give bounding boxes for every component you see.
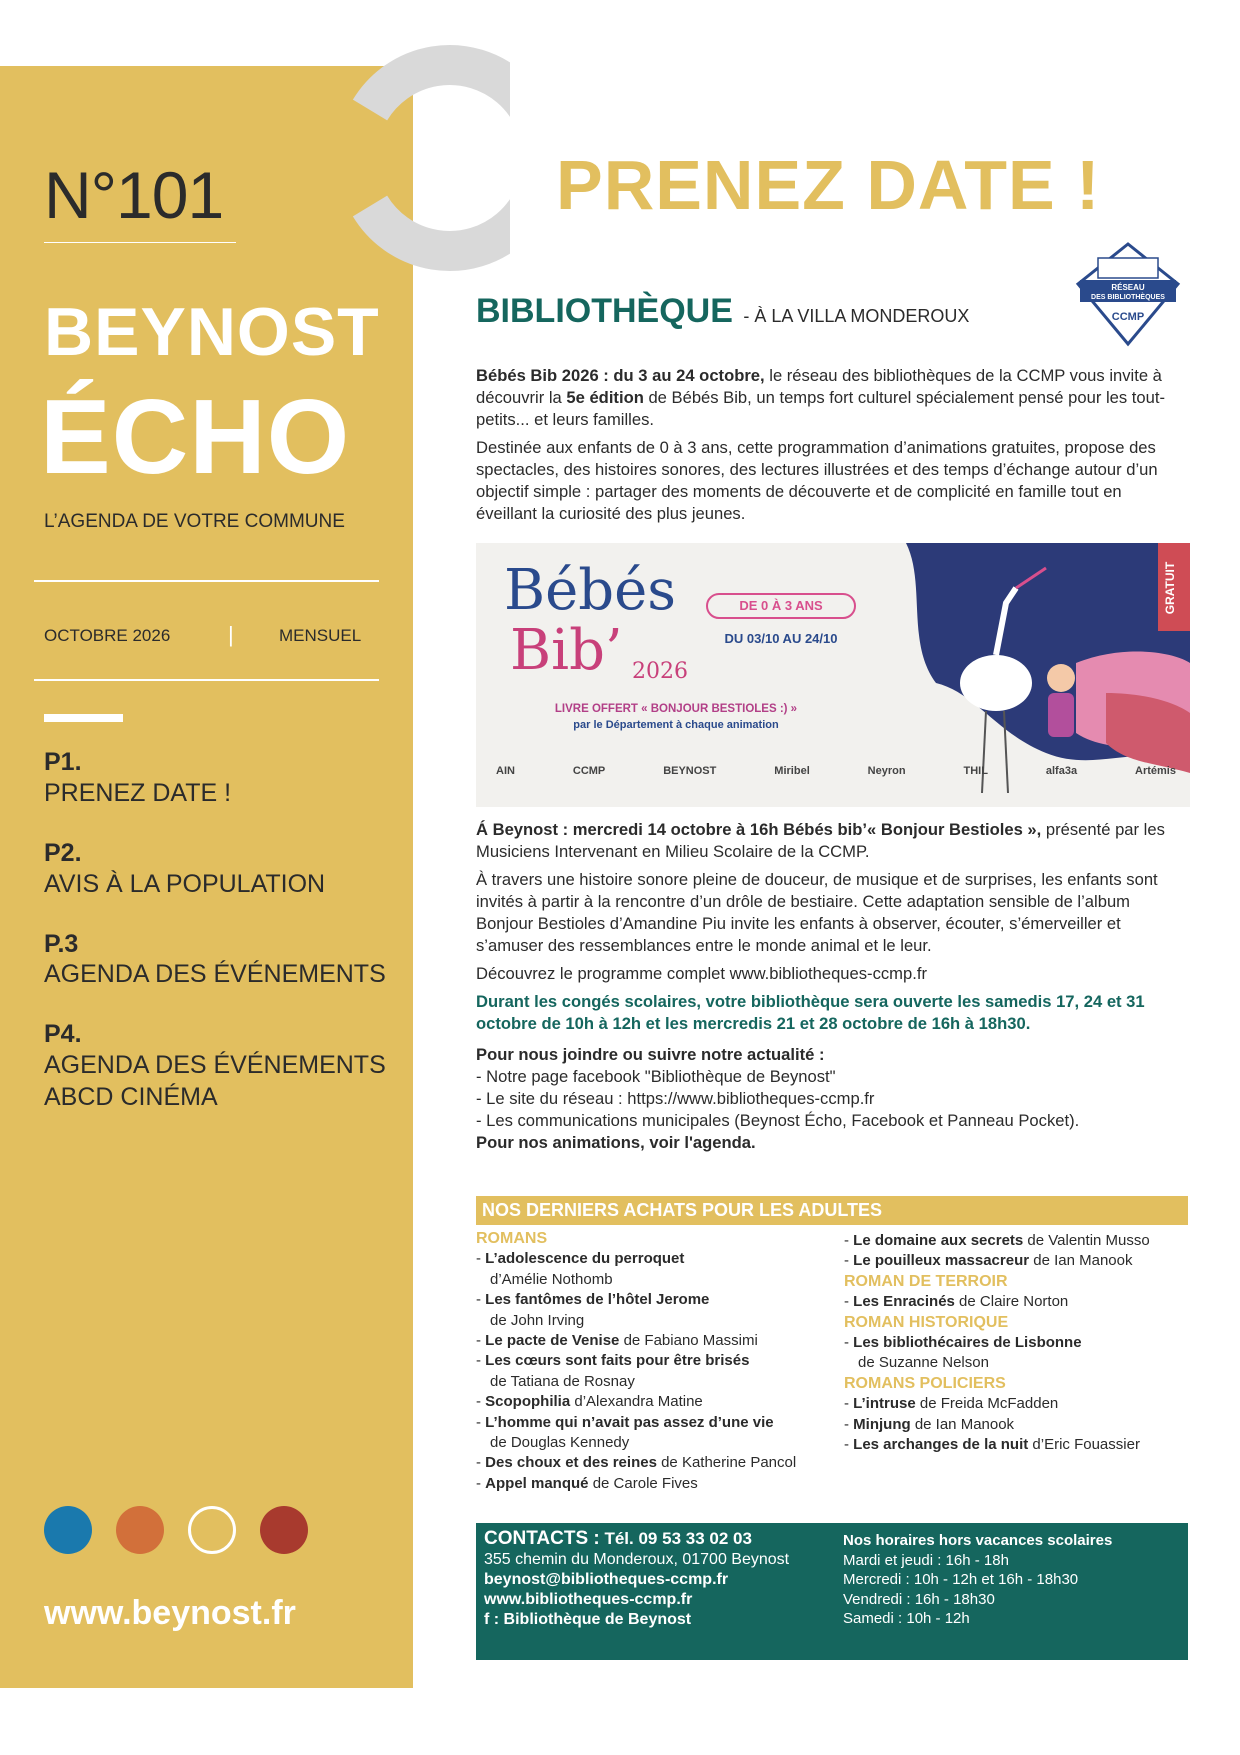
join-list [476,1066,1186,1132]
toc-label: AGENDA DES ÉVÉNEMENTS [44,1051,386,1079]
event-description: À travers une histoire sonore pleine de douceur, de musique et de surprises, les enfants sont invités à partir à la rencontre d’un drôle de bestiaire. Cette adaptation sensible de l’album Bonjour Bestioles d’Amandine Piu invite les enfants à observer, écouter, s’émerveiller et s’amuser des ressemblances entre le monde animal et le leur. [476,870,1158,955]
book-offer-note: par le Département à chaque animation [573,719,779,731]
book-item [844,1415,1188,1435]
library-network-logo [1072,240,1184,350]
intro-text [476,365,1186,531]
free-label: GRATUIT [1163,561,1177,615]
book-author: de Douglas Kennedy [490,1434,630,1452]
list-dash: - [844,1293,854,1311]
toc-label: AGENDA DES ÉVÉNEMENTS [44,960,386,989]
contacts-left [484,1529,789,1630]
list-dash: - [476,1454,486,1472]
category-heading: ROMANS [476,1230,548,1247]
list-dash: - [844,1415,854,1433]
list-dash: - [844,1232,854,1249]
book-title: Le domaine aux secrets [853,1232,1024,1249]
toc-page-number: P1. [44,748,82,776]
book-author: de Ian Manook [910,1415,1015,1433]
book-title: Les archanges de la nuit [853,1436,1029,1454]
book-item [844,1435,1188,1455]
brand-line2: ÉCHO [40,378,351,496]
issue-number: N°101 [44,158,224,232]
page-title: PRENEZ DATE ! [556,146,1101,224]
book-item [476,1453,831,1473]
color-dot [44,1506,92,1554]
hours-line: Samedi : 10h - 12h [843,1610,970,1627]
toc-item[interactable] [44,839,404,900]
book-offer: LIVRE OFFERT « BONJOUR BESTIOLES :) » [554,703,798,715]
opening-hours [843,1531,1112,1629]
banner-title2: Bib’ [510,618,623,683]
book-item [476,1413,831,1433]
book-item [476,1249,831,1269]
hours-title: Nos horaires hors vacances scolaires [843,1532,1113,1549]
book-title: Minjung [853,1415,911,1433]
purchases-right-column [844,1231,1188,1455]
address: 355 chemin du Monderoux, 01700 Beynost [484,1551,790,1568]
event-text-part: présenté par les Musiciens Intervenant en Milieu Scolaire de la CCMP. [476,820,1165,861]
book-title: Les bibliothécaires de Lisbonne [853,1334,1082,1352]
color-dot [116,1506,164,1554]
hours-line: Mercredi : 10h - 12h et 16h - 18h30 [843,1571,1079,1588]
intro-bold: Bébés Bib 2026 : du 3 au 24 octobre, [476,366,765,385]
list-dash: - [476,1393,486,1411]
category-heading: ROMANS POLICIERS [844,1374,1006,1392]
book-author: de Claire Norton [954,1293,1069,1311]
book-title: Des choux et des reines [485,1454,657,1472]
book-author: de Carole Fives [588,1474,698,1492]
book-item [476,1474,831,1494]
hours-line: Mardi et jeudi : 16h - 18h [843,1551,1009,1569]
purchases-header: NOS DERNIERS ACHATS POUR LES ADULTES [476,1196,1188,1225]
decorative-arc [310,20,510,320]
list-dash: - [476,1352,486,1370]
partner-logo: Artémis [1135,765,1176,777]
event-bold: Á Beynost : mercredi 14 octobre à 16h Bébés bib’« Bonjour Bestioles », [476,820,1042,839]
website-link[interactable]: www.bibliotheques-ccmp.fr [484,1591,693,1608]
banner-title1: Bébés [504,558,677,623]
email-link[interactable]: beynost@bibliotheques-ccmp.fr [484,1571,729,1588]
book-title: Appel manqué [485,1474,589,1492]
join-line: - Notre page facebook "Bibliothèque de Beynost" [476,1067,836,1086]
join-title: Pour nous joindre ou suivre notre actualité : [476,1045,825,1064]
partner-logo: alfa3a [1045,765,1078,777]
join-line: - Le site du réseau : https://www.bibliotheques-ccmp.fr [476,1089,875,1108]
badge-line1: RÉSEAU [1111,283,1145,292]
program-link[interactable]: Découvrez le programme complet www.bibliotheques-ccmp.fr [476,964,927,983]
contacts-box [476,1523,1188,1660]
book-item [844,1394,1188,1414]
purchases-left-column [476,1229,831,1494]
divider [34,679,379,681]
toc-item[interactable] [44,748,404,809]
partner-logo: Neyron [867,765,906,777]
toc-label: AVIS À LA POPULATION [44,869,326,898]
section-header [476,292,969,331]
contacts-label: CONTACTS : [484,1528,600,1549]
badge-logo: CCMP [1111,311,1145,323]
toc-item[interactable] [44,1020,404,1113]
divider [34,580,379,582]
issue-frequency: MENSUEL [279,626,362,645]
book-item [476,1331,831,1351]
dates-label: DU 03/10 AU 24/10 [724,631,838,646]
color-dot [188,1506,236,1554]
book-author: de Suzanne Nelson [858,1354,989,1372]
color-dot [260,1506,308,1554]
book-title: L’adolescence du perroquet [485,1250,685,1268]
toc-label: ABCD CINÉMA [44,1083,218,1111]
book-item [844,1333,1188,1353]
book-item [476,1351,831,1371]
toc-item[interactable] [44,930,404,991]
event-text [476,819,1186,1154]
edition-label: 5e édition [566,388,644,407]
banner-year: 2026 [632,659,688,684]
list-dash: - [844,1395,854,1413]
partner-logo: CCMP [572,765,606,777]
book-title: Les cœurs sont faits pour être brisés [485,1352,750,1370]
book-title: Le pouilleux massacreur [853,1252,1030,1270]
divider [44,242,236,243]
list-dash: - [844,1436,854,1454]
book-author: de John Irving [490,1311,585,1329]
book-icon [1098,258,1158,278]
book-title: L’homme qui n’avait pas assez d’une vie [485,1413,774,1431]
intro-paragraph: Destinée aux enfants de 0 à 3 ans, cette programmation d’animations gratuites, propose des spectacles, des histoires sonores, des lectures illustrées et des temps d’échange autour d’un objectif simple : partager des moments de découverte et de complicité en famille tout en éveillant la curiosité des plus jeunes. [476,438,1158,523]
category-heading: ROMAN HISTORIQUE [844,1313,1009,1331]
book-author: de Fabiano Massimi [619,1332,758,1350]
issue-month: OCTOBRE 2026 [44,626,171,645]
join-end: Pour nos animations, voir l'agenda. [476,1133,756,1152]
badge-line2: DES BIBLIOTHÈQUES [1091,294,1165,301]
accent-dash [44,714,123,722]
book-item [476,1290,831,1310]
partner-logo: THIL [963,765,988,777]
partner-logos [496,765,1176,777]
book-author: de Valentin Musso [1023,1232,1150,1249]
list-dash: - [476,1291,486,1309]
phone-number: Tél. 09 53 33 02 03 [599,1529,752,1548]
list-dash: - [476,1250,486,1268]
partner-logo: BEYNOST [663,765,717,777]
book-author: d’Amélie Nothomb [490,1270,613,1288]
book-title: L’intruse [853,1395,916,1413]
tagline: L’AGENDA DE VOTRE COMMUNE [44,511,345,532]
book-author: d’Eric Fouassier [1028,1436,1140,1454]
list-dash: - [844,1252,854,1270]
intro-text-part: de Bébés Bib, un temps fort culturel spécialement pensé pour les tout-petits... et leurs familles. [476,388,1165,429]
book-item [844,1231,1188,1251]
brand-line1: BEYNOST [44,294,380,370]
book-author: de Katherine Pancol [656,1454,797,1472]
toc-page-number: P2. [44,838,82,867]
list-dash: - [476,1332,486,1350]
book-title: Le pacte de Venise [485,1332,620,1350]
book-item [476,1392,831,1412]
book-item [844,1292,1188,1312]
list-dash: - [476,1474,486,1492]
holiday-hours: Durant les congés scolaires, votre bibliothèque sera ouverte les samedis 17, 24 et 31 octobre de 10h à 12h et les mercredis 21 et 28 octobre de 16h à 18h30. [476,992,1145,1033]
partner-logo: Miribel [774,765,810,777]
age-pill: DE 0 À 3 ANS [706,593,856,619]
book-title: Scopophilia [485,1393,571,1411]
book-item [844,1251,1188,1271]
book-author: de Ian Manook [1029,1252,1133,1270]
section-subtitle: - À LA VILLA MONDEROUX [743,306,970,326]
facebook-link[interactable]: f : Bibliothèque de Beynost [484,1611,692,1628]
book-author: de Tatiana de Rosnay [490,1372,635,1390]
book-author: de Freida McFadden [915,1395,1059,1413]
book-title: Les fantômes de l’hôtel Jerome [485,1291,710,1309]
hours-line: Vendredi : 16h - 18h30 [843,1590,995,1608]
book-author: d’Alexandra Matine [570,1393,703,1411]
toc-page-number: P4. [44,1020,82,1049]
join-line: - Les communications municipales (Beynost Écho, Facebook et Panneau Pocket). [476,1111,1080,1130]
website-link[interactable]: www.beynost.fr [44,1594,296,1632]
toc-label: PRENEZ DATE ! [44,778,232,807]
book-title: Les Enracinés [853,1293,955,1311]
bebes-bib-banner [476,543,1190,807]
partner-logo: AIN [496,765,515,777]
color-dots [44,1506,308,1554]
intro-text-part: le réseau des bibliothèques de la CCMP vous invite à découvrir la [476,366,1162,407]
separator: | [228,622,234,647]
toc-page-number: P.3 [44,929,79,958]
section-title: BIBLIOTHÈQUE [476,292,733,330]
list-dash: - [476,1413,486,1431]
list-dash: - [844,1334,854,1352]
category-heading: ROMAN DE TERROIR [844,1272,1008,1290]
table-of-contents [44,748,404,1143]
